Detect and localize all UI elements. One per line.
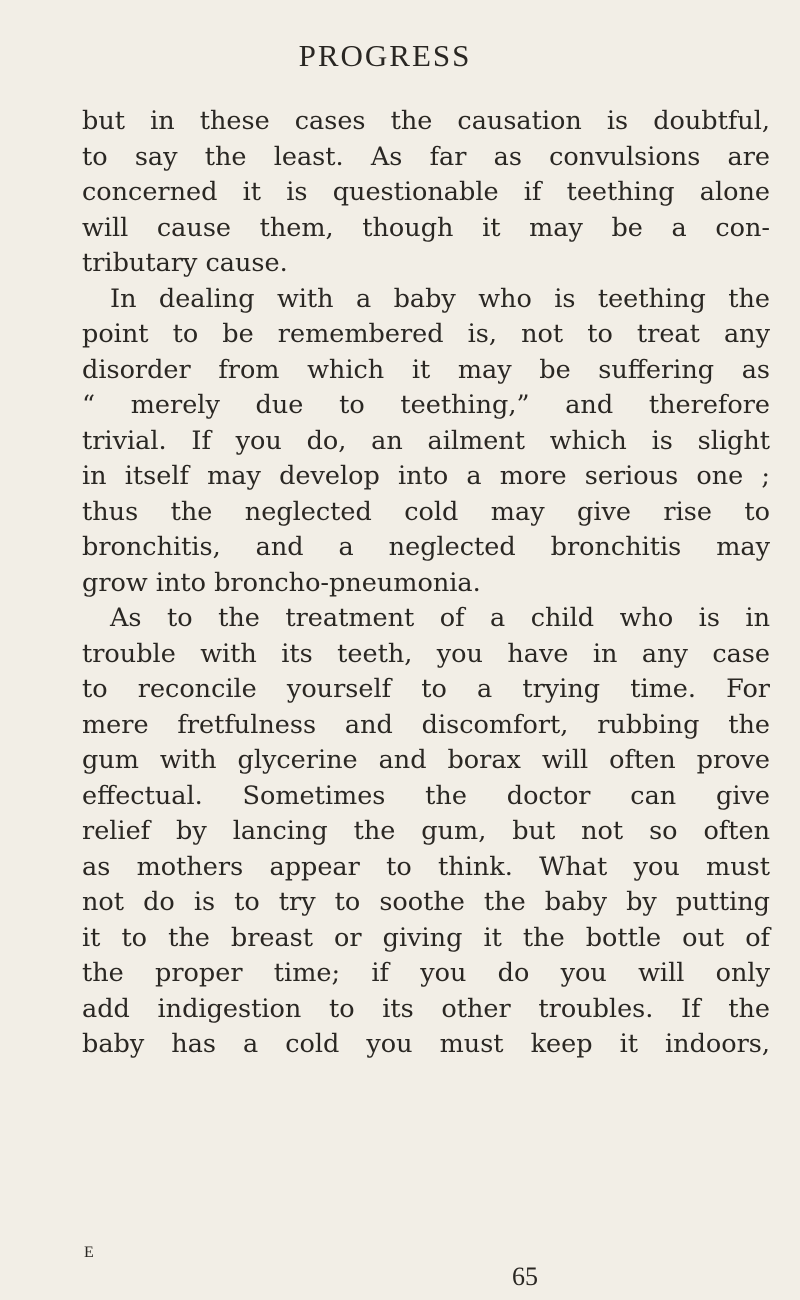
signature-mark: E	[84, 1244, 94, 1261]
text-line: the proper time; if you do you will only	[82, 958, 770, 988]
text-line: tributary cause.	[82, 248, 288, 278]
text-line: “ merely due to teething,” and therefore	[82, 390, 770, 420]
text-line: baby has a cold you must keep it indoors,	[82, 1029, 770, 1059]
text-line: it to the breast or giving it the bottle out of	[82, 922, 770, 953]
text-line: as mothers appear to think. What you must	[82, 851, 770, 882]
text-line: concerned it is questionable if teething alone	[82, 177, 770, 207]
text-line: add indigestion to its other troubles. If the	[82, 993, 770, 1024]
text-line: in itself may develop into a more serious one ;	[82, 461, 770, 491]
text-line: bronchitis, and a neglected bronchitis may	[82, 532, 770, 562]
page-number: 65	[512, 1262, 538, 1291]
text-line: trouble with its teeth, you have in any case	[82, 638, 770, 669]
text-line: to reconcile yourself to a trying time. For	[82, 674, 770, 704]
running-head: PROGRESS	[298, 38, 472, 73]
text-line: gum with glycerine and borax will often prove	[82, 745, 770, 775]
text-line: will cause them, though it may be a con-	[82, 212, 770, 243]
text-line: point to be remembered is, not to treat any	[82, 319, 770, 349]
text-line: grow into broncho-pneumonia.	[82, 567, 481, 598]
text-line: to say the least. As far as convulsions are	[82, 141, 770, 172]
text-line: As to the treatment of a child who is in	[110, 603, 770, 633]
text-line: mere fretfulness and discomfort, rubbing the	[82, 709, 770, 740]
text-line: effectual. Sometimes the doctor can give	[82, 780, 770, 811]
text-line: In dealing with a baby who is teething the	[110, 283, 770, 314]
body-text	[82, 104, 770, 1063]
text-line: trivial. If you do, an ailment which is slight	[82, 425, 770, 456]
text-line: thus the neglected cold may give rise to	[82, 496, 770, 527]
text-line: relief by lancing the gum, but not so often	[82, 816, 770, 846]
text-line: not do is to try to soothe the baby by putting	[82, 887, 770, 917]
text-line: but in these cases the causation is doubtful,	[82, 106, 770, 136]
text-line: disorder from which it may be suffering as	[82, 354, 770, 385]
